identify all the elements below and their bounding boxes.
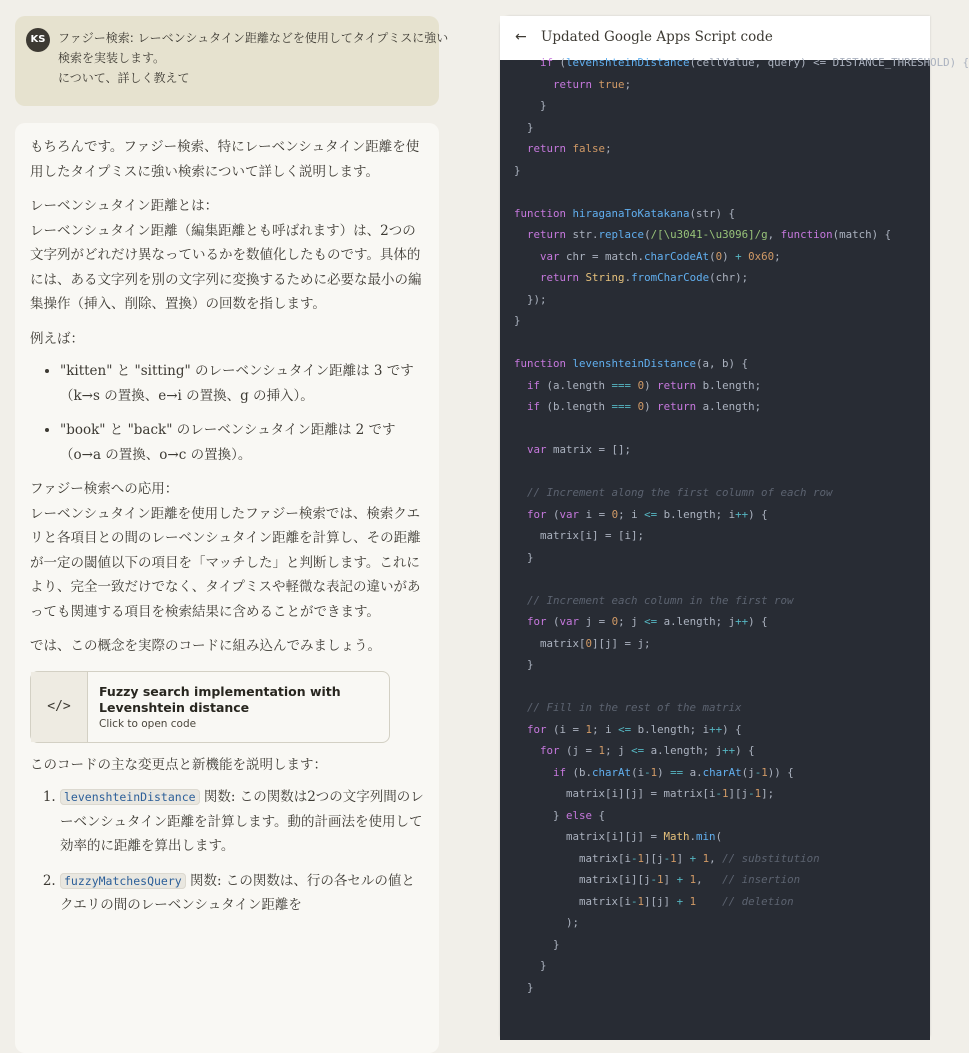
user-message <box>15 16 449 106</box>
list-item-text: 関数: この関数は2つの文字列間のレーベンシュタイン距離を計算します。動的計画法を使用して効率的に距離を算出します。 <box>60 789 424 854</box>
changes-list <box>30 785 425 918</box>
user-avatar: KS <box>26 28 50 52</box>
artifact-title: Fuzzy search implementation with Levenshtein distance <box>99 683 341 715</box>
changes-heading: このコードの主な変更点と新機能を説明します： <box>30 756 327 773</box>
arrow-left-icon[interactable]: ← <box>515 29 527 45</box>
code-icon: </> <box>31 672 88 742</box>
examples-list <box>30 359 425 467</box>
code-panel-title: Updated Google Apps Script code <box>541 29 773 45</box>
user-message-text <box>58 28 449 88</box>
section-heading: レーベンシュタイン距離とは： <box>30 198 219 214</box>
list-item <box>60 869 425 918</box>
section-body: レーベンシュタイン距離（編集距離とも呼ばれます）は、2つの文字列がどれだけ異なっているかを数値化したものです。具体的には、ある文字列を別の文字列に変換するために必要な最小の編集操作（挿入、削除、置換）の回数を指します。 <box>30 222 422 312</box>
code-block: if (levenshteinDistance(cellValue, query) <= DISTANCE_THRESHOLD) { return true; } } return false; } function hiraganaToKatakana(str) { return str.replace(/[\u3041-\u3096]/g, function(match) { var chr = match.charCodeAt(0) + 0x60; return String.fromCharCode(chr); }); } function levenshteinDistance(a, b) { if (a.length === 0) return b.length; if (b.length === 0) return a.length; var matrix = []; // Increment along the first column of each row for (var i = 0; i <= b.length; i++) { matrix[i] = [i]; } // Increment each column in the first row for (var j = 0; j <= a.length; j++) { matrix[0][j] = j; } // Fill in the rest of the matrix for (i = 1; i <= b.length; i++) { for (j = 1; j <= a.length; j++) { if (b.charAt(i-1) == a.charAt(j-1)) { matrix[i][j] = matrix[i-1][j-1]; } else { matrix[i][j] = Math.min( matrix[i-1][j-1] + 1, // substitution matrix[i][j-1] + 1, // insertion matrix[i-1][j] + 1 // deletion ); } } } <box>514 56 969 994</box>
list-item: • "book" と "back" のレーベンシュタイン距離は 2 です（o→a の置換、o→c の置換）。 <box>60 418 425 467</box>
inline-code: fuzzyMatchesQuery <box>60 873 186 889</box>
artifact-card[interactable] <box>30 671 390 743</box>
inline-code: levenshteinDistance <box>60 789 200 805</box>
list-item-text: 関数: この関数は、行の各セルの値とクエリの間のレーベンシュタイン距離を <box>60 872 415 913</box>
assistant-message <box>15 123 439 1053</box>
user-message-line: 検索を実装します。 <box>58 51 166 65</box>
lead-in-paragraph: では、この概念を実際のコードに組み込んでみましょう。 <box>30 638 381 654</box>
examples-heading: 例えば： <box>30 330 84 347</box>
list-item: • "kitten" と "sitting" のレーベンシュタイン距離は 3 です（k→s の置換、e→i の置換、g の挿入）。 <box>60 359 425 408</box>
user-message-line: ファジー検索: レーベンシュタイン距離などを使用してタイプミスに強い <box>58 31 449 45</box>
code-panel <box>500 16 969 1036</box>
artifact-subtitle: Click to open code <box>99 717 197 730</box>
user-message-line: について、詳しく教えて <box>58 71 190 85</box>
section-body: レーベンシュタイン距離を使用したファジー検索では、検索クエリと各項目との間のレーベンシュタイン距離を計算し、その距離が一定の閾値以下の項目を「マッチした」と判断します。これにより、完全一致だけでなく、タイプミスや軽微な表記の違いがあっても関連する項目を検索結果に含めることができます。 <box>30 505 421 620</box>
list-item <box>60 785 425 859</box>
section-heading: ファジー検索への応用： <box>30 481 179 497</box>
intro-paragraph: もちろんです。ファジー検索、特にレーベンシュタイン距離を使用したタイプミスに強い検索について詳しく説明します。 <box>30 139 420 180</box>
code-viewer[interactable] <box>500 56 969 1040</box>
